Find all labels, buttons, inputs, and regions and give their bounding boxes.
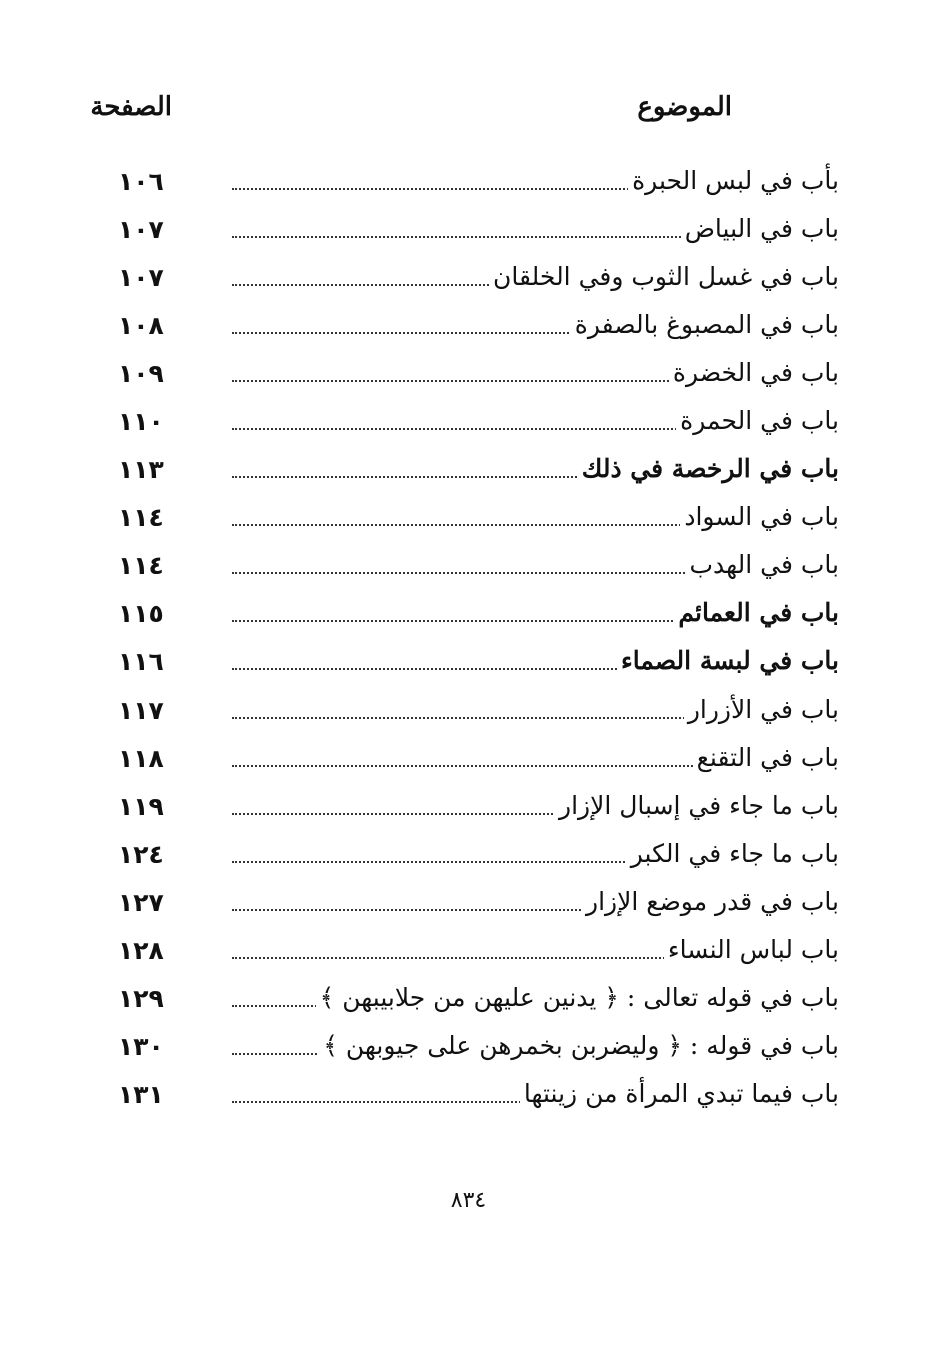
toc-entry-title: باب ما جاء في إسبال الإزار xyxy=(555,789,839,823)
toc-entry-page: ١١٧ xyxy=(118,695,164,725)
toc-entry xyxy=(0,1023,937,1071)
page-number: ٨٣٤ xyxy=(450,1188,487,1213)
toc-entry-page: ١١٤ xyxy=(118,551,164,581)
toc-entry xyxy=(0,254,937,302)
toc-entry-page: ١٢٧ xyxy=(118,887,164,917)
toc-entry-title: بأب في لبس الحبرة xyxy=(628,164,839,198)
toc-entry-page: ١٠٦ xyxy=(118,167,164,196)
toc-entry xyxy=(0,446,937,494)
toc-entry-title: باب في الحمرة xyxy=(676,404,839,438)
page-column-header: الصفحة xyxy=(90,92,172,122)
toc-entry xyxy=(0,542,937,590)
toc-entry-title: باب في قوله : ﴿ وليضربن بخمرهن على جيوبهن ﴾ xyxy=(319,1029,839,1063)
toc-entry-title: باب في غسل الثوب وفي الخلقان xyxy=(489,260,839,294)
toc-entry-title: باب في الرخصة في ذلك xyxy=(578,452,839,486)
toc-entry-title: باب في البياض xyxy=(681,212,839,246)
toc-entry-title: باب في قدر موضع الإزار xyxy=(582,885,839,919)
toc-entry-title: باب في السواد xyxy=(680,500,839,534)
toc-entry xyxy=(0,302,937,350)
toc-entry xyxy=(0,494,937,542)
toc-entry-page: ١٢٨ xyxy=(118,935,164,965)
toc-entry xyxy=(0,206,937,254)
toc-entry-page: ١١٦ xyxy=(118,647,164,677)
toc-entry-page: ١٢٩ xyxy=(118,983,164,1013)
toc-entry-title: باب في العمائم xyxy=(674,596,839,630)
toc-entry-page: ١٣١ xyxy=(118,1079,164,1109)
toc-entry xyxy=(0,735,937,783)
toc-entry-title: باب ما جاء في الكبر xyxy=(627,837,839,871)
toc-entry-page: ١١٩ xyxy=(118,791,164,821)
toc-entry-title: باب لباس النساء xyxy=(664,933,839,967)
toc-entry-page: ١٠٨ xyxy=(118,311,164,341)
toc-entry-title: باب في لبسة الصماء xyxy=(617,644,839,678)
toc-entry xyxy=(0,927,937,975)
toc-entry-title: باب في المصبوغ بالصفرة xyxy=(571,308,839,342)
topic-column-header: الموضوع xyxy=(637,92,732,122)
toc-entry-page: ١٢٤ xyxy=(118,839,164,869)
toc-entry-title: باب في الأزرار xyxy=(684,693,839,727)
toc-entry-page: ١١٣ xyxy=(118,455,164,485)
toc-entry xyxy=(0,158,937,206)
toc-entry-page: ١١٥ xyxy=(118,599,164,629)
toc-entry-title: باب في التقنع xyxy=(693,741,839,775)
toc-entry xyxy=(0,879,937,927)
toc-entry-page: ١١٨ xyxy=(118,743,164,773)
toc-entry xyxy=(0,638,937,686)
toc-entry xyxy=(0,590,937,638)
toc-entry xyxy=(0,398,937,446)
toc-entry-page: ١١٤ xyxy=(118,503,164,533)
toc-entry xyxy=(0,831,937,879)
toc-list xyxy=(0,158,937,1119)
toc-entry-title: باب في الهدب xyxy=(685,548,839,582)
toc-entry-page: ١٣٠ xyxy=(118,1031,164,1061)
toc-entry-title: باب فيما تبدي المرأة من زينتها xyxy=(520,1077,839,1111)
toc-entry-title: باب في قوله تعالى : ﴿ يدنين عليهن من جلابيبهن ﴾ xyxy=(316,981,839,1015)
toc-entry-page: ١٠٧ xyxy=(118,215,164,245)
toc-entry xyxy=(0,783,937,831)
toc-entry xyxy=(0,1071,937,1119)
toc-entry xyxy=(0,975,937,1023)
toc-entry-page: ١٠٧ xyxy=(118,263,164,293)
toc-entry-page: ١٠٩ xyxy=(118,359,164,389)
toc-entry xyxy=(0,687,937,735)
toc-entry-title: باب في الخضرة xyxy=(669,356,839,390)
toc-entry-page: ١١٠ xyxy=(118,407,164,437)
toc-entry xyxy=(0,350,937,398)
